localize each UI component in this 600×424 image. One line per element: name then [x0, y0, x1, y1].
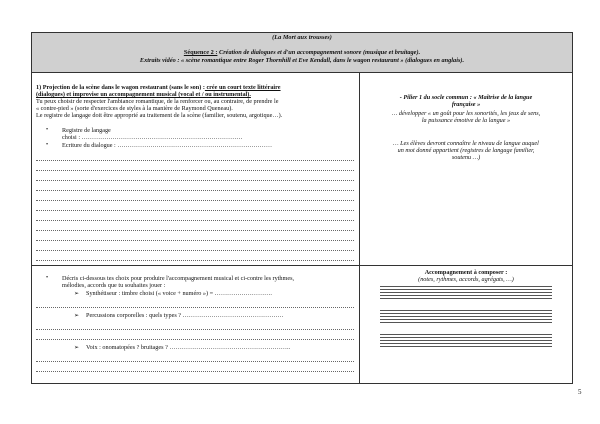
staff-line[interactable] [380, 295, 552, 296]
staff-line[interactable] [380, 346, 552, 347]
percussion-prompt: Percussions corporelles : quels types ? …………………………………………. [86, 312, 284, 319]
section-divider [32, 265, 359, 266]
register-choice: choisi : …………………………………………………………………… [62, 134, 243, 141]
synth-prompt: Synthétiseur : timbre choisi (« voice + numéro ») = ………………………. [86, 290, 272, 297]
worksheet [31, 32, 573, 384]
question-2-line-1: Décris ci-dessous tes choix pour produire l'accompagnement musical et ci-contre les rythmes, [62, 275, 295, 282]
sequence-label: Séquence 2 : [183, 49, 218, 56]
staff-line[interactable] [380, 319, 552, 320]
film-title: (La Mort aux trousses) [272, 34, 332, 41]
answer-line[interactable] [36, 250, 354, 251]
answer-line[interactable] [36, 240, 354, 241]
answer-line[interactable] [36, 329, 354, 330]
pillar-goal-2: la puissance émotive de la langue » [421, 117, 511, 124]
pillar-title: - Pilier 1 du socle commun : « Maîtrise de la langue [399, 94, 533, 101]
staff-line[interactable] [380, 286, 552, 287]
staff-line[interactable] [380, 310, 552, 311]
staff-line[interactable] [380, 292, 552, 293]
answer-line[interactable] [36, 190, 354, 191]
answer-line[interactable] [36, 361, 354, 362]
answer-line[interactable] [36, 307, 354, 308]
sequence-title [32, 49, 572, 57]
answer-line[interactable] [36, 160, 354, 161]
sequence-text: Création de dialogues et d'un accompagnement sonore (musique et bruitage). [217, 49, 421, 56]
pillar-note-2: un mot donné appartient (registres de langage familier, [397, 147, 535, 154]
staff-line[interactable] [380, 340, 552, 341]
staff-line[interactable] [380, 316, 552, 317]
accompaniment-box [360, 266, 572, 383]
answer-line[interactable] [36, 371, 354, 372]
instruction-line-2: « contre-pied » (sorte d'exercices de styles à la manière de Raymond Queneau). [36, 105, 233, 112]
register-label: Registre de langage [62, 127, 111, 134]
question-2-line-2: mélodies, accords que tu souhaites jouer : [62, 282, 166, 289]
answer-line[interactable] [36, 210, 354, 211]
question-1-line-1: 1) Projection de la scène dans le wagon restaurant (sans le son) : crée un court texte littéraire [36, 84, 281, 91]
staff-line[interactable] [380, 337, 552, 338]
answer-line[interactable] [36, 220, 354, 221]
extracts-line: Extraits vidéo : « scène romantique entre Roger Thornhill et Eve Kendall, dans le wagon restaurant » (dialogues en anglais). [139, 57, 465, 64]
sequence-header [32, 33, 572, 73]
staff-line[interactable] [380, 289, 552, 290]
question-1-line-2: (dialogues) et improvise un accompagnement musical (vocal et / ou instrumental). [36, 91, 251, 98]
pillar-goal-1: … développer « un goût pour les sonorités, les jeux de sens, [391, 110, 541, 117]
pillar-title-cont: française » [451, 101, 481, 108]
accompaniment-title: Accompagnement à composer : [424, 269, 508, 276]
instruction-line-1: Tu peux choisir de respecter l'ambiance romantique, de la renforcer ou, au contraire, de prendre le [36, 98, 279, 105]
arrow-icon: ➢ [74, 313, 80, 319]
page-number: 5 [578, 388, 582, 396]
answer-line[interactable] [36, 260, 354, 261]
staff-line[interactable] [380, 322, 552, 323]
staff-line[interactable] [380, 343, 552, 344]
answer-line[interactable] [36, 230, 354, 231]
staff-line[interactable] [380, 298, 552, 299]
bullet-icon: • [46, 127, 49, 133]
bullet-icon: • [46, 142, 49, 148]
answer-line[interactable] [36, 200, 354, 201]
accompaniment-subtitle: (notes, rythmes, accords, agrégats, …) [418, 276, 514, 283]
pillar-note-3: soutenu …) [451, 154, 481, 161]
pillar-box [360, 72, 572, 266]
arrow-icon: ➢ [74, 345, 80, 351]
staff-line[interactable] [380, 334, 552, 335]
staff-line[interactable] [380, 313, 552, 314]
answer-line[interactable] [36, 170, 354, 171]
dialogue-writing-label: Ecriture du dialogue : ………………………………………………………………… [62, 142, 273, 149]
answer-line[interactable] [36, 339, 354, 340]
left-column [32, 72, 360, 383]
voice-prompt: Voix : onomatopées ? bruitages ? ………………………………………………….. [86, 344, 291, 351]
instruction-line-3: Le registre de langage doit être approprié au traitement de la scène (familier, soutenu, argotique…). [36, 112, 283, 119]
answer-line[interactable] [36, 180, 354, 181]
pillar-note-1: … Les élèves devront connaître le niveau de langue auquel [393, 140, 539, 147]
arrow-icon: ➢ [74, 291, 80, 297]
bullet-icon: • [46, 275, 49, 281]
